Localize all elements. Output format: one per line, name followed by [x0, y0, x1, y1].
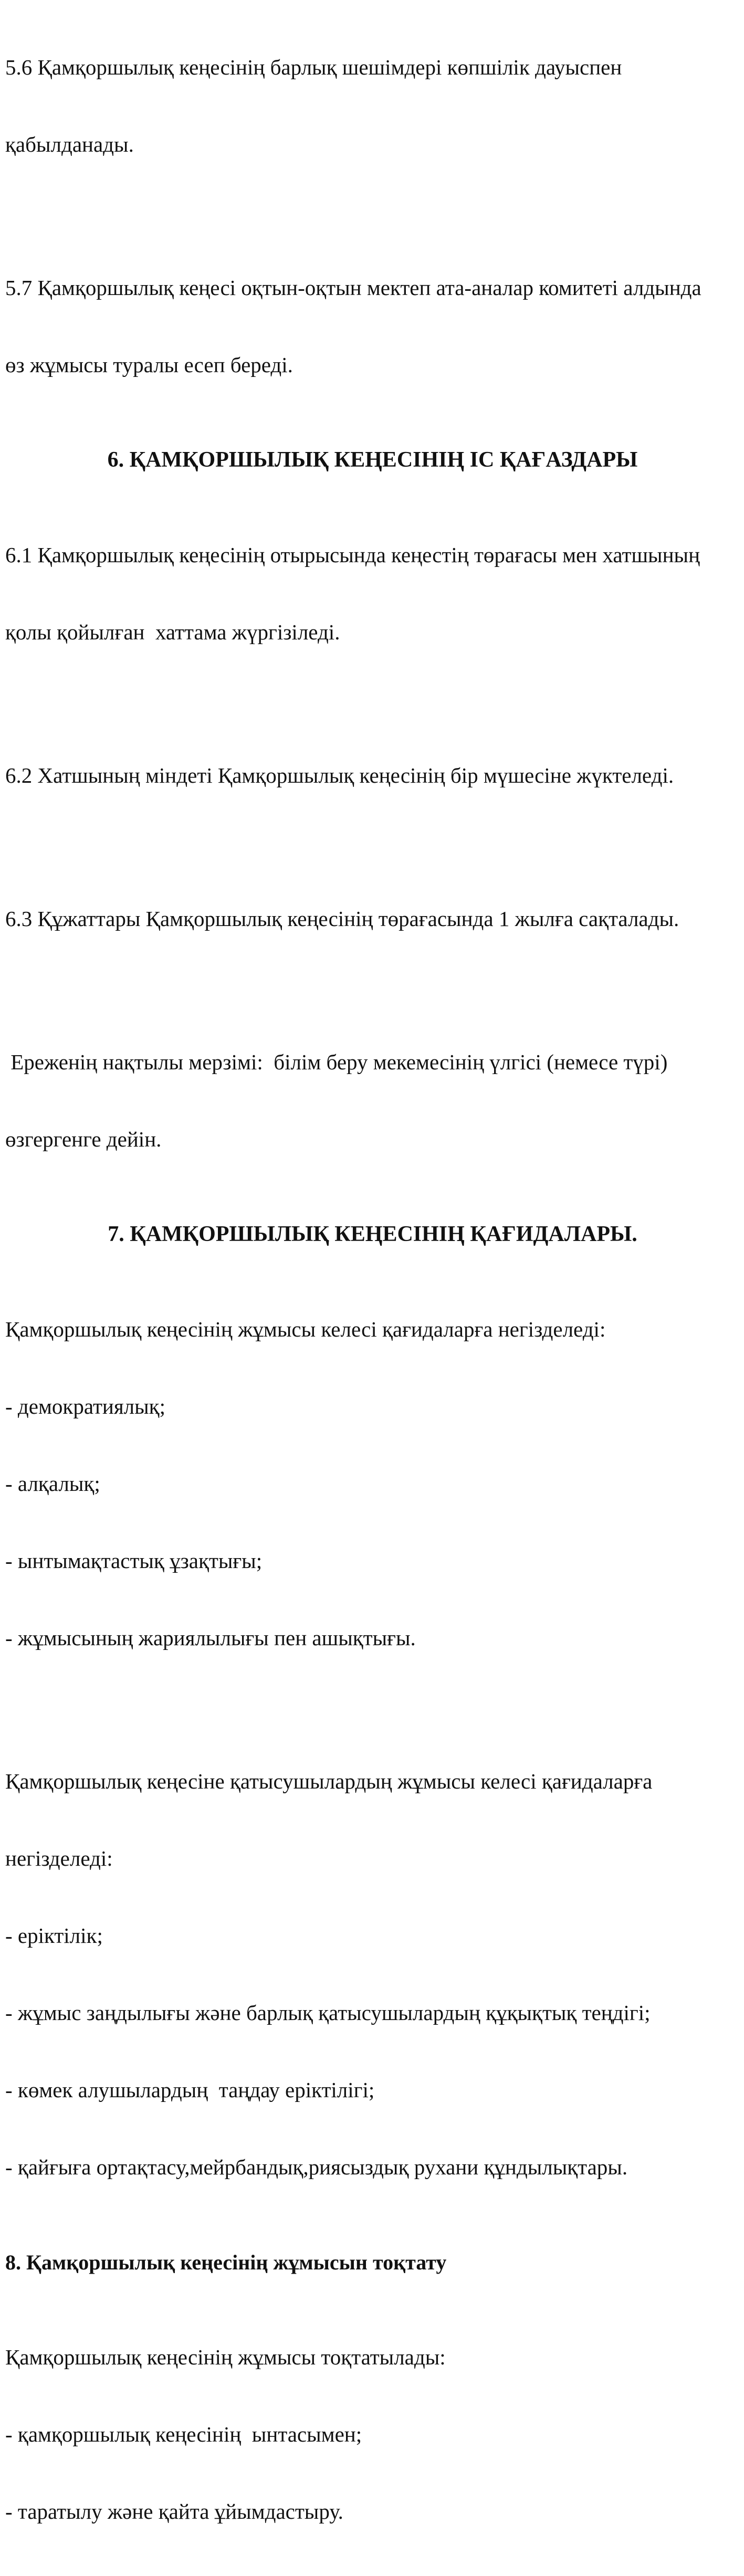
text-line: Ереженің нақтылы мерзімі: білім беру мекемесінің үлгісі (немесе түрі) [5, 1050, 668, 1074]
text-line: қабылданады. [5, 132, 134, 156]
validity-paragraph [5, 998, 740, 1204]
paragraph-6-2 [5, 711, 740, 840]
text-line: өз жұмысы туралы есеп береді. [5, 353, 293, 377]
section-7-participants [5, 1717, 740, 2232]
text-line: Қамқоршылық кеңесінің жұмысы тоқтатылады: [5, 2345, 446, 2369]
paragraph-6-3 [5, 855, 740, 983]
paragraph-5-7 [5, 224, 740, 429]
list-item: - ынтымақтастық ұзақтығы; [5, 1549, 263, 1573]
list-item: - қамқоршылық кеңесінің ынтасымен; [5, 2422, 362, 2446]
list-item: - еріктілік; [5, 1923, 103, 1948]
text-line: қолы қойылған хаттама жүргізіледі. [5, 620, 340, 644]
list-item: - таратылу және қайта ұйымдастыру. [5, 2499, 343, 2524]
list-item: - демократиялық; [5, 1394, 165, 1418]
text-line: Қамқоршылық кеңесінің жұмысы келесі қағидаларға негізделеді: [5, 1317, 606, 1341]
section-7-intro [5, 1265, 740, 1702]
text-line: 5.6 Қамқоршылық кеңесінің барлық шешімдері көпшілік дауыспен [5, 55, 622, 79]
paragraph-6-1 [5, 491, 740, 697]
text-line: өзгергенге дейін. [5, 1127, 162, 1151]
text-line: 6.1 Қамқоршылық кеңесінің отырысында кеңестің төрағасы мен хатшының [5, 543, 700, 567]
section-6-heading: 6. ҚАМҚОРШЫЛЫҚ КЕҢЕСІНІҢ ІС ҚАҒАЗДАРЫ [107, 448, 638, 472]
section-7-heading: 7. ҚАМҚОРШЫЛЫҚ КЕҢЕСІНІҢ ҚАҒИДАЛАРЫ. [108, 1222, 637, 1246]
text-line: 6.3 Құжаттары Қамқоршылық кеңесінің төрағасында 1 жылға сақталады. [5, 907, 679, 931]
text-line: негізделеді: [5, 1846, 113, 1870]
list-item: - жұмыс заңдылығы және барлық қатысушылардың құқықтық теңдігі; [5, 2001, 651, 2025]
section-8-body [5, 2293, 740, 2576]
text-line: Қамқоршылық кеңесіне қатысушылардың жұмысы келесі қағидаларға [5, 1769, 653, 1793]
list-item: - көмек алушылардың таңдау еріктілігі; [5, 2078, 375, 2102]
list-item: - қайғыға ортақтасу,мейрбандық,риясыздық рухани құндылықтары. [5, 2155, 628, 2179]
section-8-heading: 8. Қамқоршылық кеңесінің жұмысын тоқтату [5, 2251, 447, 2274]
list-item: - жұмысының жариялылығы пен ашықтығы. [5, 1626, 416, 1650]
text-line: 5.7 Қамқоршылық кеңесі оқтын-оқтын мектеп ата-аналар комитеті алдында [5, 276, 701, 300]
paragraph-5-6 [5, 3, 740, 209]
list-item: - алқалық; [5, 1471, 100, 1496]
text-line: 6.2 Хатшының міндеті Қамқоршылық кеңесінің бір мүшесіне жүктеледі. [5, 763, 674, 787]
